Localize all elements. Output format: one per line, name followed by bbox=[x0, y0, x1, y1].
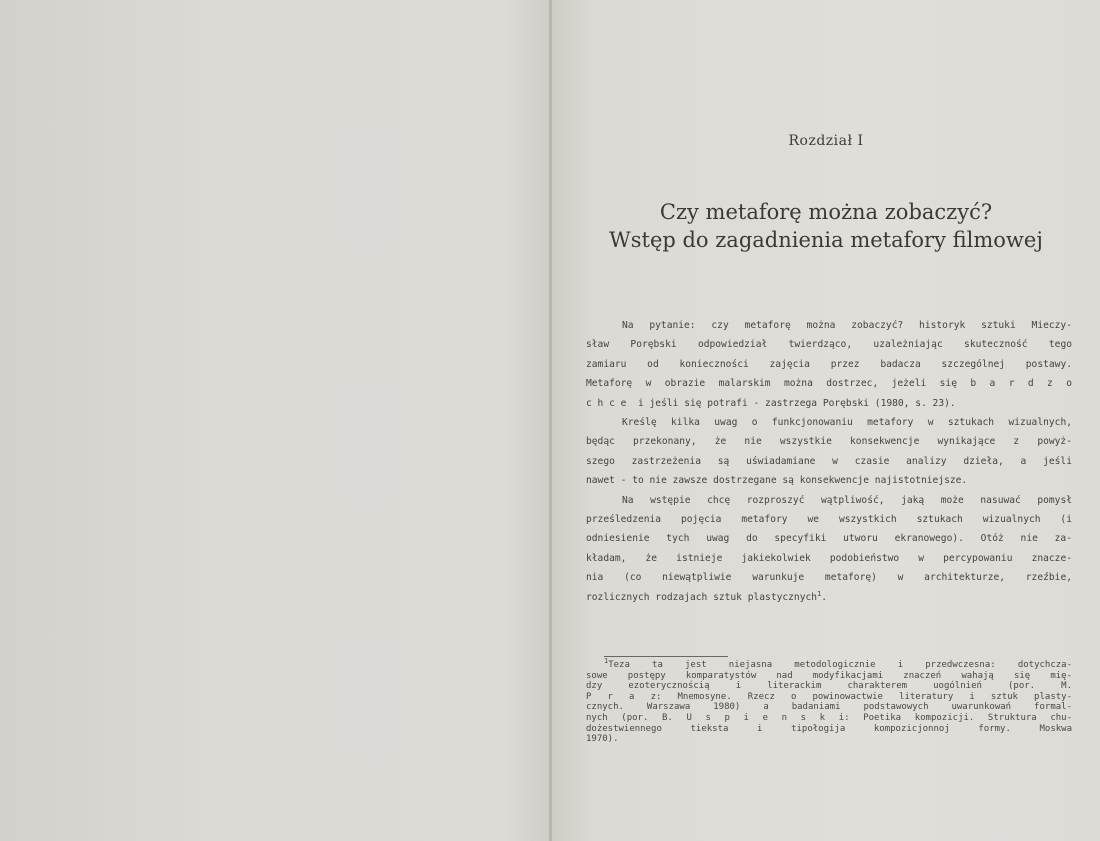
body-line: Kreślę kilka uwag o funkcjonowaniu metafory w sztukach wizualnych, bbox=[622, 417, 1072, 429]
footnote-line: sowe postępy komparatystów nad modyfikacjami znaczeń wahają się mię- bbox=[586, 670, 1072, 681]
footnote-line: dzy ezoterycznością i literackim charakterem uogólnień (por. M. bbox=[586, 681, 1072, 692]
footnote-line: dożestwiennego tieksta i tipołogija kompozicjonnoj formy. Moskwa bbox=[586, 723, 1072, 734]
footnote-line: cznych. Warszawa 1980) a badaniami podstawowych uwarunkowań formal- bbox=[586, 702, 1072, 713]
body-line-last: rozlicznych rodzajach sztuk plastycznych$^1$. bbox=[586, 589, 828, 603]
footnote-first-line bbox=[586, 657, 1072, 671]
right-page bbox=[552, 0, 1100, 841]
chapter-label: Rozdział I bbox=[788, 133, 864, 149]
body-line: Metaforę w obrazie malarskim można dostrzec, jeżeli się b a r d z o bbox=[586, 378, 1072, 390]
chapter-title-line-1: Czy metaforę można zobaczyć? bbox=[659, 200, 993, 224]
footnote-line: nych (por. B. U s p i e n s k i: Poetika kompozicji. Struktura chu- bbox=[586, 712, 1072, 723]
footnote-line-text: Teza ta jest niejasna metodologicznie i przedwczesna: dotychcza- bbox=[608, 660, 1072, 670]
body-line-text: rozlicznych rodzajach sztuk plastycznych bbox=[586, 591, 818, 603]
footnote bbox=[586, 657, 1072, 745]
body-line: nawet - to nie zawsze dostrzegane są konsekwencje najistotniejsze. bbox=[586, 475, 968, 487]
body-line: sław Porębski odpowiedział twierdząco, uzależniając skuteczność tego bbox=[586, 339, 1072, 351]
footnote-reference: 1 bbox=[817, 589, 822, 598]
body-line: nia (co niewątpliwie warunkuje metaforę) w architekturze, rzeźbie, bbox=[586, 572, 1072, 584]
chapter-title-line-2: Wstęp do zagadnienia metafory filmowej bbox=[609, 228, 1043, 252]
chapter-title bbox=[552, 198, 1100, 254]
body-line: szego zastrzeżenia są uświadamiane w czasie analizy dzieła, a jeśli bbox=[586, 455, 1072, 467]
footnote-line: P r a z: Mnemosyne. Rzecz o powinowactwie literatury i sztuk plasty- bbox=[586, 691, 1072, 702]
body-text bbox=[586, 316, 1072, 607]
footnote-number: 1 bbox=[604, 657, 609, 665]
footnote-line: 1970). bbox=[586, 734, 619, 745]
body-line: Na wstępie chcę rozproszyć wątpliwość, jaką może nasuwać pomysł bbox=[622, 494, 1072, 506]
body-line: odniesienie tych uwag do specyfiki utworu ekranowego). Otóż nie za- bbox=[586, 533, 1072, 545]
body-line: Na pytanie: czy metaforę można zobaczyć? historyk sztuki Mieczy- bbox=[622, 320, 1072, 331]
body-line: będąc przekonany, że nie wszystkie konsekwencje wynikające z powyż- bbox=[586, 436, 1072, 448]
body-line: kładam, że istnieje jakiekolwiek podobieństwo w percypowaniu znacze- bbox=[586, 552, 1072, 564]
body-line: prześledzenia pojęcia metafory we wszystkich sztukach wizualnych (i bbox=[586, 514, 1072, 526]
footnote-divider bbox=[604, 656, 728, 657]
body-line: zamiaru od konieczności zajęcia przez badacza szczególnej postawy. bbox=[586, 358, 1072, 370]
body-line: c h c e i jeśli się potrafi - zastrzega Porębski (1980, s. 23). bbox=[586, 397, 956, 409]
left-page-blank bbox=[0, 0, 549, 841]
